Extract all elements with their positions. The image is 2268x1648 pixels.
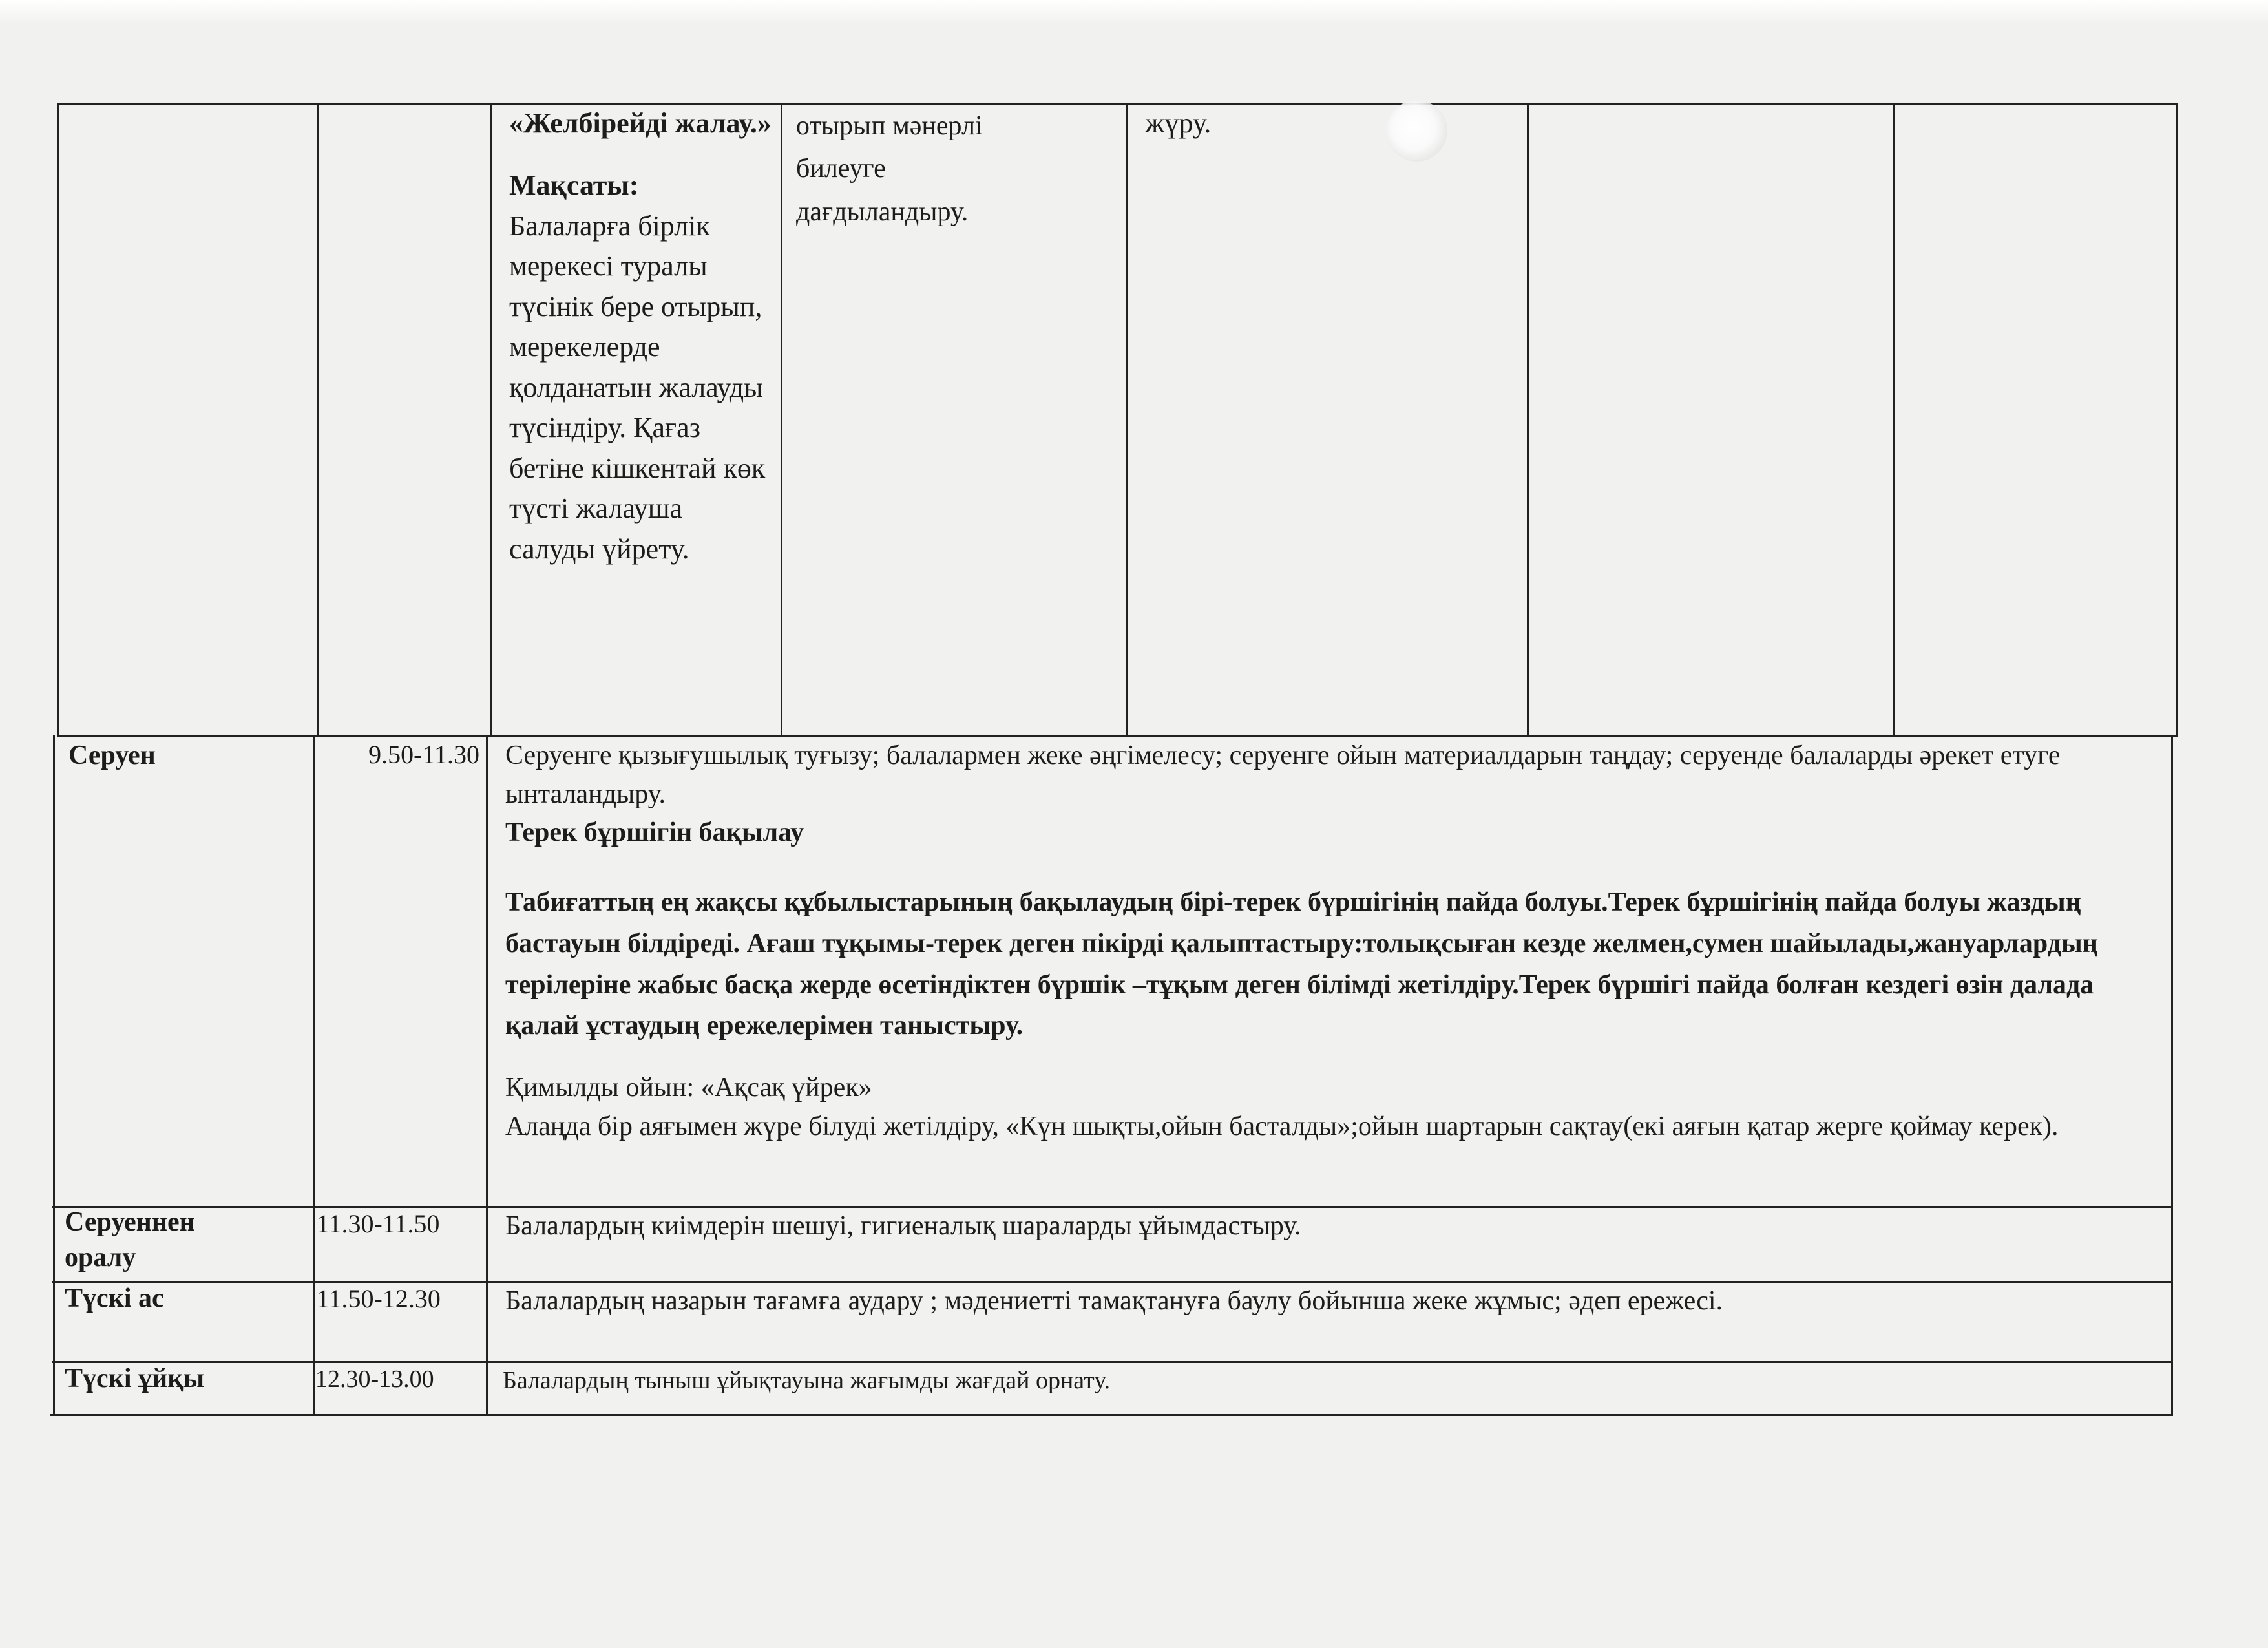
- table-border-bottom: [50, 1414, 2171, 1416]
- activity-title: «Желбірейді жалау.»: [509, 107, 772, 139]
- row-label-lunch: Түскі ас: [65, 1284, 164, 1313]
- col-divider-label: [313, 735, 315, 1416]
- seruen-content: [505, 737, 2161, 1146]
- col-divider-4: [1126, 103, 1128, 737]
- table-border-left: [57, 103, 59, 737]
- table-border-left-lower: [53, 735, 55, 1416]
- game-text: Алаңда бір аяғымен жүре білуді жетілдіру, «Күн шықты,ойын басталды»;ойын шартарын сақтау(екі аяғын қатар жерге қоймау керек).: [505, 1111, 2059, 1141]
- col-divider-1: [317, 103, 319, 737]
- row-time-lunch: 11.50-12.30: [317, 1284, 441, 1313]
- row-label-seruen: Серуен: [68, 741, 156, 770]
- row-time-seruen: 9.50-11.30: [368, 740, 479, 769]
- col-divider-time: [486, 735, 488, 1416]
- row-time-nap: 12.30-13.00: [315, 1366, 434, 1393]
- goal-text: Балаларға бірлік мерекесі туралы түсінік бере отырып, мерекелерде қолданатын жалауды түсіндіру. Қағаз бетіне кішкентай көк түсті жалауша салуды үйрету.: [509, 209, 766, 565]
- seruen-intro: Серуенге қызығушылық туғызу; балалармен жеке әңгімелесу; серуенге ойын материалдарын таңдау; серуенде балаларды әрекет етуге ынталандыру.: [505, 741, 2061, 809]
- table-border-right: [2176, 103, 2178, 737]
- observation-title: Терек бұршігін бақылау: [505, 818, 804, 848]
- return-text: Балалардың киімдерін шешуі, гигиеналық шараларды ұйымдастыру.: [505, 1211, 1301, 1241]
- row-label-nap: Түскі ұйқы: [65, 1364, 205, 1393]
- game-title: Қимылды ойын: «Ақсақ үйрек»: [505, 1073, 872, 1103]
- scan-edge-shading: [0, 0, 2268, 25]
- col-divider-3: [781, 103, 782, 737]
- skill-text: отырып мәнерлі билеуге дағдыландыру.: [796, 111, 983, 227]
- table-border-top: [57, 103, 2178, 105]
- row-time-return: 11.30-11.50: [317, 1209, 440, 1238]
- col-divider-5: [1527, 103, 1529, 737]
- movement-text: жүру.: [1145, 107, 1212, 139]
- skill-cell: [796, 105, 1048, 233]
- lunch-text: Балалардың назарын тағамға аудару ; мәдениетті тамақтануға баулу бойынша жеке жұмыс; әдеп ережесі.: [505, 1286, 1723, 1316]
- nap-text: Балалардың тыныш ұйықтауына жағымды жағдай орнату.: [503, 1367, 1110, 1394]
- col-divider-2: [490, 103, 492, 737]
- activity-cell: [509, 103, 775, 569]
- scan-smudge: [1386, 100, 1447, 162]
- goal-label: Мақсаты:: [509, 169, 639, 202]
- observation-text: Табиғаттың ең жақсы құбылыстарының бақылаудың бірі-терек бүршігінің пайда болуы.Терек бұршігінің пайда болуы жаздың бастауын білдіреді. Ағаш тұқымы-терек деген пікірді қалыптастыру:толықсыған кезде желмен,сумен шайылады,жануарлардың терілеріне жабыс басқа жерде өсетіндіктен бүршік –тұқым деген білімді жетілдіру.Терек бүршігі пайда болған кездегі өзін далада қалай ұстаудың ережелерімен таныстыру.: [505, 887, 2098, 1041]
- movement-cell: [1145, 103, 1507, 143]
- row-label-return: Серуеннен оралу: [65, 1207, 195, 1273]
- table-border-right-lower: [2171, 735, 2173, 1416]
- col-divider-6: [1893, 103, 1895, 737]
